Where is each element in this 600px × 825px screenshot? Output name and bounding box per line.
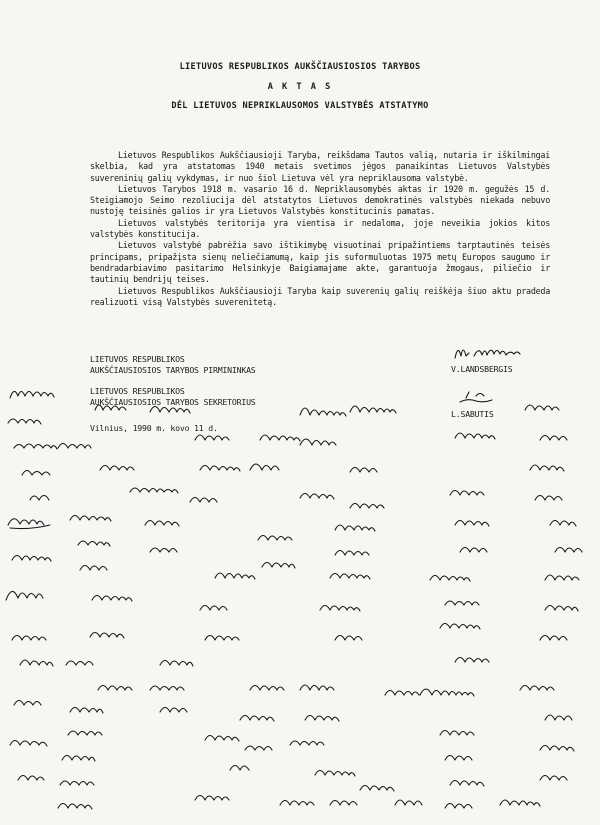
act-paragraph: Lietuvos Tarybos 1918 m. vasario 16 d. Nepriklausomybės aktas ir 1920 m. gegužės 15 d. Steigiamojo Seimo rezoliucija dėl atstatytos Lietuvos demokratinės valstybės niekada nebuvo nustoję teisinės galios ir yra Lietuvos Valstybės konstitucinis pamatas. [90, 183, 550, 217]
act-paragraph: Lietuvos valstybė pabrėžia savo ištikimybę visuotinai pripažintiems tarptautinės teisės principams, pripažįsta sienų neliečiamumą, kaip jis suformuluotas 1975 metų Europos saugumo ir bendradarbiavimo pasitarimo Helsinkyje Baigiamajame akte, garantuoja žmogaus, piliečio ir tautinių bendrijų teises. [90, 240, 550, 285]
secretary-title-line1: LIETUVOS RESPUBLIKOS [90, 386, 185, 396]
secretary-title-line2: AUKŠČIAUSIOSIOS TARYBOS SEKRETORIUS [90, 396, 256, 407]
act-paragraph: Lietuvos Respublikos Aukščiausioji Taryba kaip suverenių galių reiškėja šiuo aktu pradeda realizuoti visą Valstybės suverenitetą. [90, 285, 550, 307]
act-body [90, 150, 550, 308]
act-paragraph: Lietuvos valstybės teritorija yra vientisa ir nedaloma, joje neveikia jokios kitos valstybės konstitucija. [90, 217, 550, 240]
chairman-title-line2: AUKŠČIAUSIOSIOS TARYBOS PIRMININKAS [90, 364, 256, 375]
subject-heading: DĖL LIETUVOS NEPRIKLAUSOMOS VALSTYBĖS ATSTATYMO [171, 101, 429, 111]
council-heading: LIETUVOS RESPUBLIKOS AUKŠČIAUSIOSIOS TARYBOS [179, 62, 421, 72]
chairman-title [90, 354, 256, 375]
date-place: Vilnius, 1990 m. kovo 11 d. [90, 423, 218, 433]
secretary-name: L.SABUTIS [451, 409, 494, 419]
act-paragraph: Lietuvos Respublikos Aukščiausioji Taryba, reikšdama Tautos valią, nutaria ir iškilmingai skelbia, kad yra atstatomas 1940 metais svetimos jėgos panaikintas Lietuvos Valstybės suvereninių galių vykdymas, ir nuo šiol Lietuva vėl yra nepriklausoma valstybė. [90, 150, 550, 183]
secretary-title [90, 386, 256, 407]
chairman-name: V.LANDSBERGIS [451, 364, 513, 374]
chairman-title-line1: LIETUVOS RESPUBLIKOS [90, 354, 185, 364]
act-heading: A K T A S [267, 82, 333, 92]
